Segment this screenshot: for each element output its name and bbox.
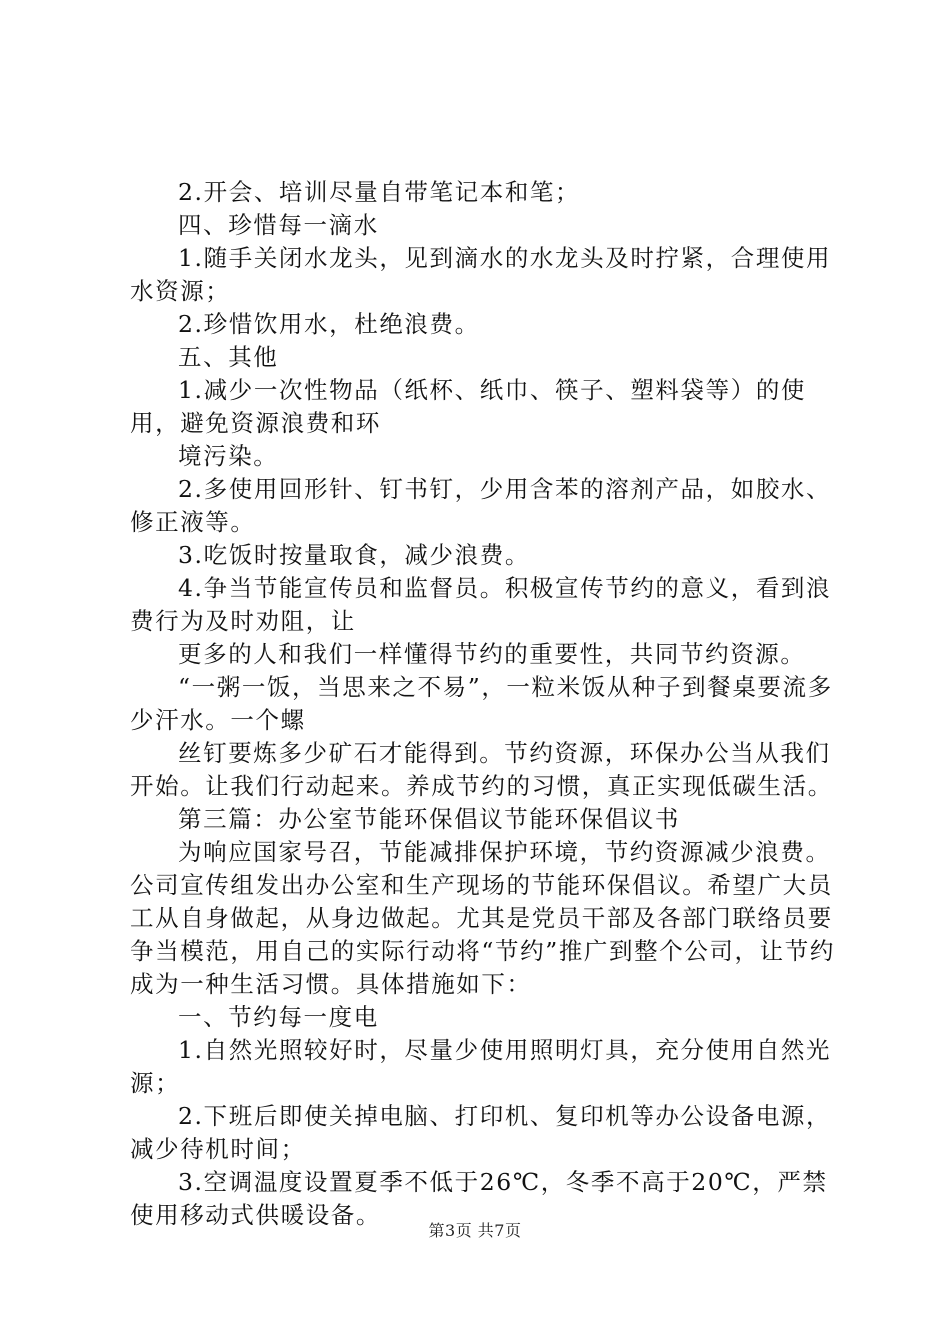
paragraph: 2.多使用回形针、钉书钉，少用含苯的溶剂产品，如胶水、修正液等。 — [130, 475, 832, 536]
paragraph: 境污染。 — [178, 442, 279, 470]
section-heading: 一、节约每一度电 — [178, 1003, 379, 1031]
paragraph: 3.吃饭时按量取食，减少浪费。 — [178, 541, 530, 569]
paragraph: “一粥一饭，当思来之不易”，一粒米饭从种子到餐桌要流多少汗水。一个螺 — [130, 673, 833, 734]
paragraph: 2.开会、培训尽量自带笔记本和笔； — [178, 178, 581, 206]
paragraph: 为响应国家号召，节能减排保护环境，节约资源减少浪费。公司宣传组发出办公室和生产现场的节能环保倡议。希望广大员工从自身做起，从身边做起。尤其是党员干部及各部门联络员要争当模范，用自己的实际行动将“节约”推广到整个公司，让节约成为一种生活习惯。具体措施如下： — [130, 838, 835, 998]
section-heading: 五、其他 — [178, 343, 279, 371]
paragraph: 1.自然光照较好时，尽量少使用照明灯具，充分使用自然光源； — [130, 1036, 832, 1097]
document-body — [130, 176, 850, 1232]
paragraph: 丝钉要炼多少矿石才能得到。节约资源，环保办公当从我们开始。让我们行动起来。养成节约的习惯，真正实现低碳生活。 — [130, 739, 833, 800]
paragraph: 1.随手关闭水龙头，见到滴水的水龙头及时拧紧，合理使用水资源； — [130, 244, 832, 305]
section-heading: 四、珍惜每一滴水 — [178, 211, 379, 239]
paragraph: 4.争当节能宣传员和监督员。积极宣传节约的意义，看到浪费行为及时劝阻，让 — [130, 574, 832, 635]
paragraph: 2.珍惜饮用水，杜绝浪费。 — [178, 310, 480, 338]
page-number-footer: 第3页 共7页 — [428, 1221, 522, 1240]
paragraph: 3.空调温度设置夏季不低于26℃，冬季不高于20℃，严禁使用移动式供暖设备。 — [130, 1168, 828, 1229]
paragraph: 更多的人和我们一样懂得节约的重要性，共同节约资源。 — [178, 640, 806, 668]
article-title: 第三篇：办公室节能环保倡议节能环保倡议书 — [178, 805, 680, 833]
paragraph: 2.下班后即使关掉电脑、打印机、复印机等办公设备电源，减少待机时间； — [130, 1102, 832, 1163]
paragraph: 1.减少一次性物品（纸杯、纸巾、筷子、塑料袋等）的使用，避免资源浪费和环 — [130, 376, 807, 437]
